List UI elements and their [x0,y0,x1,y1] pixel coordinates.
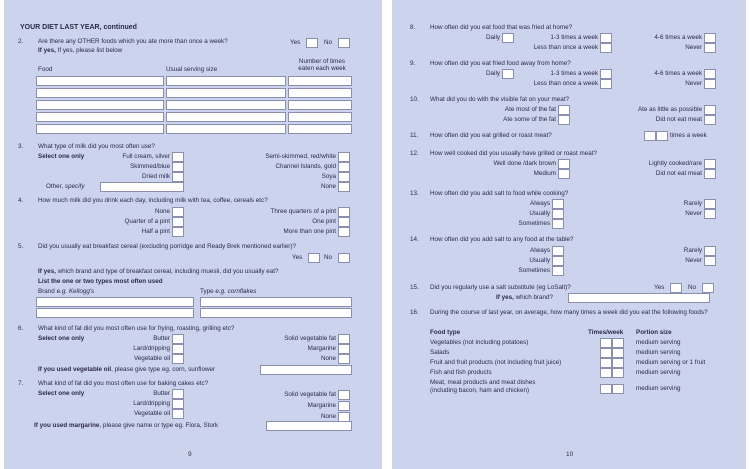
q6-opt-label: Butter [153,335,170,342]
q7-text: What kind of fat did you most often use for baking cakes etc? [38,380,209,387]
q16-food-label: Salads [430,349,450,356]
q8-opt-checkbox[interactable] [600,43,612,53]
q4-opt-label: Quarter of a pint [124,218,170,225]
q5-type-field[interactable] [200,297,352,307]
q5-no-checkbox[interactable] [338,253,350,263]
q3-opt-label: Skimmed/blue [130,163,170,170]
q14-opt-checkbox[interactable] [704,246,716,256]
q6-opt-label: None [320,355,336,362]
q12-opt-checkbox[interactable] [558,159,570,169]
q3-number: 3. [18,143,24,150]
q15-ifyes: If yes, which brand? [496,294,554,301]
q11-suffix: times a week [670,132,707,139]
q16-times-tens[interactable] [600,384,612,394]
q12-text: How well cooked did you usually have grilled or roast meat? [430,150,597,157]
q12-opt-label: Did not eat meat [655,170,702,177]
q13-text: How often did you add salt to food while cooking? [430,190,569,197]
q12-opt-checkbox[interactable] [704,159,716,169]
q3-opt-label: Semi-skimmed, red/white [265,153,336,160]
q14-opt-label: Never [685,257,702,264]
q9-number: 9. [410,60,416,67]
q14-opt-label: Usually [529,257,550,264]
q16-food-label: Vegetables (not including potatoes) [430,339,529,346]
q2-col-food: Food [38,66,53,73]
q6-vegoil-prompt: If you used vegetable oil, please give type eg. corn, sunflower [38,366,216,373]
q14-opt-checkbox[interactable] [552,246,564,256]
q15-text: Did you regularly use a salt substitute (eg LoSalt)? [430,284,571,291]
q10-opt-label: Ate some of the fat [503,116,556,123]
q6-opt-checkbox[interactable] [172,334,184,344]
q16-times-units[interactable] [612,348,624,358]
q6-select-one: Select one only [38,335,85,342]
q5-list-instruction: List the one or two types most often used [38,278,163,285]
q7-margarine-field[interactable] [266,421,352,431]
q9-opt-label: 4-6 times a week [654,70,702,77]
q14-opt-label: Always [530,247,550,254]
q14-opt-checkbox[interactable] [552,256,564,266]
q3-opt-label: Full cream, silver [122,153,170,160]
q4-opt-label: One pint [312,218,336,225]
q9-opt-checkbox[interactable] [600,69,612,79]
q7-opt-label: Margarine [307,402,336,409]
q13-opt-label: Never [685,210,702,217]
q16-portion-label: medium serving [636,369,681,376]
q16-portion-label: medium serving [636,339,681,346]
q16-number: 16. [410,309,419,316]
q7-opt-checkbox[interactable] [172,399,184,409]
q3-opt-label: Soya [321,173,336,180]
q2-serving-field[interactable] [166,88,286,98]
q15-yes-label: Yes [654,284,665,291]
q9-text: How often did you eat fried food away from home? [430,60,571,67]
q9-opt-checkbox[interactable] [704,79,716,89]
q11-units-box[interactable] [656,131,668,141]
q13-opt-checkbox[interactable] [552,209,564,219]
q8-opt-checkbox[interactable] [600,33,612,43]
q16-food-label: Fish and fish products [430,369,492,376]
q2-col-times: Number of times eaten each week [298,58,346,73]
q16-col-food: Food type [430,329,461,336]
page-number: 9 [188,450,192,458]
q7-opt-label: None [320,413,336,420]
q9-opt-label: Never [685,80,702,87]
q7-margarine-prompt: If you used margarine, please give name or type eg. Flora, Stork [34,422,219,429]
q2-number: 2. [18,38,24,45]
q5-type-field[interactable] [200,308,352,318]
q13-opt-checkbox[interactable] [552,199,564,209]
q14-text: How often did you add salt to any food at the table? [430,236,574,243]
q2-yes-label: Yes [290,39,301,46]
q2-food-field[interactable] [36,88,164,98]
q3-opt-checkbox[interactable] [338,182,350,192]
q8-text: How often did you eat food that was fried at home? [430,24,573,31]
q5-yes-checkbox[interactable] [308,253,320,263]
q10-opt-checkbox[interactable] [558,115,570,125]
q9-opt-checkbox[interactable] [502,69,514,79]
q10-opt-checkbox[interactable] [704,115,716,125]
q15-no-checkbox[interactable] [702,283,714,293]
q3-opt-label: None [320,183,336,190]
q9-opt-checkbox[interactable] [600,79,612,89]
q7-opt-label: Butter [153,390,170,397]
q16-text: During the course of last year, on average, how many times a week did you eat the following foods? [430,309,708,316]
q4-opt-checkbox[interactable] [338,217,350,227]
q14-opt-checkbox[interactable] [552,266,564,276]
q12-number: 12. [410,150,419,157]
q4-opt-checkbox[interactable] [172,227,184,237]
q8-number: 8. [410,24,416,31]
q6-opt-label: Solid vegetable fat [284,335,336,342]
q2-serving-field[interactable] [166,76,286,86]
q2-times-field[interactable] [288,76,352,86]
q16-col-times: Times/week [588,329,624,336]
q3-opt-checkbox[interactable] [172,162,184,172]
q4-opt-label: Three quarters of a pint [270,208,336,215]
q2-food-field[interactable] [36,76,164,86]
q6-opt-label: Vegetable oil [133,355,170,362]
q4-opt-label: None [154,208,170,215]
q7-select-one: Select one only [38,390,85,397]
q4-opt-checkbox[interactable] [172,207,184,217]
q16-times-tens[interactable] [600,338,612,348]
q3-opt-checkbox[interactable] [338,152,350,162]
q16-portion-label: medium serving [636,349,681,356]
q2-food-field[interactable] [36,124,164,134]
q8-opt-label: 1-3 times a week [550,34,598,41]
q10-number: 10. [410,96,419,103]
q13-opt-label: Always [530,200,550,207]
q13-opt-label: Usually [529,210,550,217]
q12-opt-label: Medium [533,170,556,177]
q8-opt-label: Less than once a week [533,44,598,51]
q2-food-field[interactable] [36,112,164,122]
section-title: YOUR DIET LAST YEAR, continued [20,24,137,31]
q6-opt-label: Margarine [307,345,336,352]
q7-opt-checkbox[interactable] [338,390,350,400]
q6-opt-label: Lard/dripping [133,345,170,352]
q7-opt-checkbox[interactable] [338,401,350,411]
q3-other-field[interactable] [100,182,184,192]
q16-portion-label: medium serving or 1 fruit [636,359,706,366]
q16-times-units[interactable] [612,358,624,368]
q10-opt-checkbox[interactable] [704,105,716,115]
q5-no-label: No [324,254,333,261]
q11-tens-box[interactable] [644,131,656,141]
q4-opt-checkbox[interactable] [172,217,184,227]
q16-times-units[interactable] [612,338,624,348]
questionnaire-page-10 [392,0,746,469]
page-number: 10 [566,450,574,458]
q5-yes-label: Yes [292,254,303,261]
q8-opt-label: Daily [486,34,500,41]
q2-no-checkbox[interactable] [338,38,350,48]
q5-text: Did you usually eat breakfast cereal (excluding porridge and Ready Brek mentioned earlier)? [38,243,296,250]
q16-food-label-detail: (including bacon, ham and chicken) [430,387,530,394]
q16-times-tens[interactable] [600,348,612,358]
q8-opt-checkbox[interactable] [704,43,716,53]
q2-times-field[interactable] [288,88,352,98]
q8-opt-checkbox[interactable] [502,33,514,43]
q16-times-tens[interactable] [600,368,612,378]
q14-number: 14. [410,236,419,243]
q10-opt-label: Did not eat meat [655,116,702,123]
q7-number: 7. [18,380,24,387]
q14-opt-checkbox[interactable] [704,256,716,266]
q10-opt-label: Ate most of the fat [504,106,556,113]
q10-opt-label: Ate as little as possible [637,106,702,113]
q2-ifyes: If yes, If yes, please list below [38,47,123,54]
q9-opt-label: Less than once a week [533,80,598,87]
q8-opt-checkbox[interactable] [704,33,716,43]
q3-opt-checkbox[interactable] [338,172,350,182]
q6-text: What kind of fat did you most often use for frying, roasting, grilling etc? [38,325,235,332]
q6-vegoil-field[interactable] [260,365,352,375]
q15-brand-field[interactable] [568,293,710,303]
q13-opt-checkbox[interactable] [704,199,716,209]
q2-times-field[interactable] [288,100,352,110]
q10-text: What did you do with the visible fat on your meat? [430,96,569,103]
q3-opt-checkbox[interactable] [338,162,350,172]
q6-number: 6. [18,325,24,332]
q4-text: How much milk did you drink each day, including milk with tea, coffee, cereals etc? [38,197,268,204]
q2-food-field[interactable] [36,100,164,110]
q16-portion-label: medium serving [636,385,681,392]
q16-food-label: Fruit and fruit products (not including fruit juice) [430,359,562,366]
q5-number: 5. [18,243,24,250]
q6-opt-checkbox[interactable] [338,354,350,364]
q5-ifyes: If yes, which brand and type of breakfast cereal, including muesli, did you usually eat? [38,268,279,275]
q4-opt-label: More than one pint [283,228,336,235]
q14-opt-label: Rarely [683,247,702,254]
q5-type-label: Type e.g. cornflakes [200,288,257,295]
q16-col-portion: Portion size [636,329,672,336]
q2-no-label: No [324,39,333,46]
q13-opt-checkbox[interactable] [704,209,716,219]
q12-opt-label: Well done /dark brown [493,160,556,167]
q2-times-field[interactable] [288,124,352,134]
q12-opt-label: Lightly cooked/rare [648,160,702,167]
q14-opt-label: Sometimes [518,267,550,274]
q16-food-label: Meat, meat products and meat dishes [430,379,536,386]
q8-opt-label: Never [685,44,702,51]
q4-opt-checkbox[interactable] [338,207,350,217]
q6-opt-checkbox[interactable] [172,344,184,354]
q11-number: 11. [410,132,419,139]
q6-opt-checkbox[interactable] [172,354,184,364]
q16-times-units[interactable] [612,368,624,378]
questionnaire-page-9 [4,0,382,469]
q6-opt-checkbox[interactable] [338,334,350,344]
q2-times-field[interactable] [288,112,352,122]
q3-other-label: Other, specify [46,183,85,190]
q13-opt-checkbox[interactable] [552,219,564,229]
q15-number: 15. [410,284,419,291]
q9-opt-label: 1-3 times a week [550,70,598,77]
q2-serving-field[interactable] [166,112,286,122]
q3-text: What type of milk did you most often use? [38,143,155,150]
q2-yes-checkbox[interactable] [306,38,318,48]
q3-opt-label: Dried milk [142,173,170,180]
q7-opt-label: Lard/dripping [133,400,170,407]
q3-opt-checkbox[interactable] [172,172,184,182]
q16-times-tens[interactable] [600,358,612,368]
q2-serving-field[interactable] [166,100,286,110]
q15-yes-checkbox[interactable] [670,283,682,293]
q15-no-label: No [688,284,697,291]
q16-times-units[interactable] [612,384,624,394]
q6-opt-checkbox[interactable] [338,344,350,354]
q2-text: Are there any OTHER foods which you ate more than once a week? [38,38,228,45]
q7-opt-label: Vegetable oil [133,410,170,417]
q2-serving-field[interactable] [166,124,286,134]
q7-opt-checkbox[interactable] [172,389,184,399]
q3-opt-checkbox[interactable] [172,152,184,162]
q12-opt-checkbox[interactable] [558,169,570,179]
q4-number: 4. [18,197,24,204]
q5-brand-label: Brand e.g. Kellogg's [38,288,95,295]
q13-number: 13. [410,190,419,197]
q13-opt-label: Sometimes [518,220,550,227]
q4-opt-checkbox[interactable] [338,227,350,237]
q12-opt-checkbox[interactable] [704,169,716,179]
q10-opt-checkbox[interactable] [558,105,570,115]
q13-opt-label: Rarely [683,200,702,207]
q7-opt-label: Solid vegetable fat [284,391,336,398]
q9-opt-label: Daily [486,70,500,77]
q5-brand-field[interactable] [36,297,194,307]
q8-opt-label: 4-6 times a week [654,34,702,41]
q11-text: How often did you eat grilled or roast meat? [430,132,552,139]
q3-opt-label: Channel Islands, gold [275,163,336,170]
q2-col-serving: Usual serving size [166,66,218,73]
q7-opt-checkbox[interactable] [172,409,184,419]
q9-opt-checkbox[interactable] [704,69,716,79]
q5-brand-field[interactable] [36,308,194,318]
q3-select-one: Select one only [38,153,85,160]
q4-opt-label: Half a pint [141,228,170,235]
